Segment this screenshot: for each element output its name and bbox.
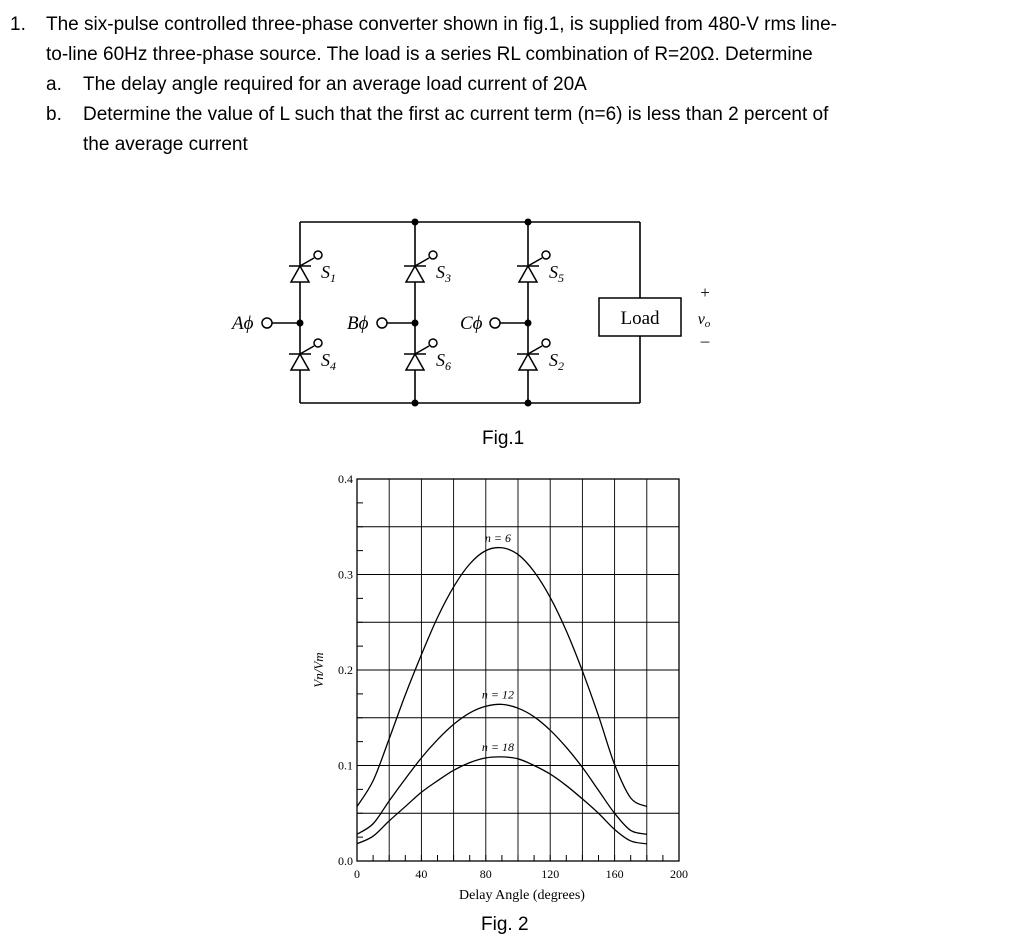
series-label: n = 6 [484,530,511,545]
series-label: n = 12 [481,687,514,702]
series-curve-n-12 [357,704,647,834]
y-axis-label: Vn/Vm [311,652,326,688]
label-s1: $S_1$ [321,262,336,285]
y-tick-label: 0.2 [338,663,353,677]
part-b-marker: b. [46,104,62,125]
series-label: n = 18 [481,739,514,754]
vo-label: vo [697,311,711,330]
label-s6: $S_6$ [436,350,451,373]
question-line-2: to-line 60Hz three-phase source. The load is a series RL combination of R=20Ω. Determine [46,44,813,65]
part-b-text-line-2: the average current [83,134,248,155]
plus-sign: + [700,283,710,302]
x-tick-label: 40 [415,867,428,881]
part-a-text: The delay angle required for an average load current of 20A [83,74,587,95]
y-tick-label: 0.3 [338,567,353,582]
part-a-marker: a. [46,74,62,95]
x-axis-label: Delay Angle (degrees) [459,888,585,903]
x-tick-label: 160 [605,867,624,881]
fig1-caption: Fig.1 [482,428,525,449]
load-label: Load [620,308,660,329]
series-curve-n-18 [357,757,647,844]
part-b-text: Determine the value of L such that the first ac current term (n=6) is less than 2 percent of [83,104,829,125]
fig2-caption: Fig. 2 [481,914,529,935]
label-s5: $S_5$ [549,262,564,285]
x-tick-label: 200 [670,867,688,881]
y-tick-label: 0.4 [338,472,353,486]
label-s3: $S_3$ [436,262,451,285]
series-curve-n-6 [357,548,647,807]
minus-sign: – [700,331,710,350]
label-s2: $S_2$ [549,350,564,373]
y-tick-label: 0.0 [338,854,353,868]
label-s4: $S_4$ [321,350,336,373]
label-phase-a: Aϕ [232,313,254,334]
x-tick-label: 80 [479,867,492,881]
question-line-1: The six-pulse controlled three-phase converter shown in fig.1, is supplied from 480-V rms line- [46,14,837,35]
question-number: 1. [10,14,26,35]
label-phase-b: Bϕ [347,313,369,334]
label-phase-c: Cϕ [460,313,483,334]
x-tick-label: 120 [541,867,560,881]
y-tick-label: 0.1 [338,758,353,773]
x-tick-label: 0 [354,867,360,881]
